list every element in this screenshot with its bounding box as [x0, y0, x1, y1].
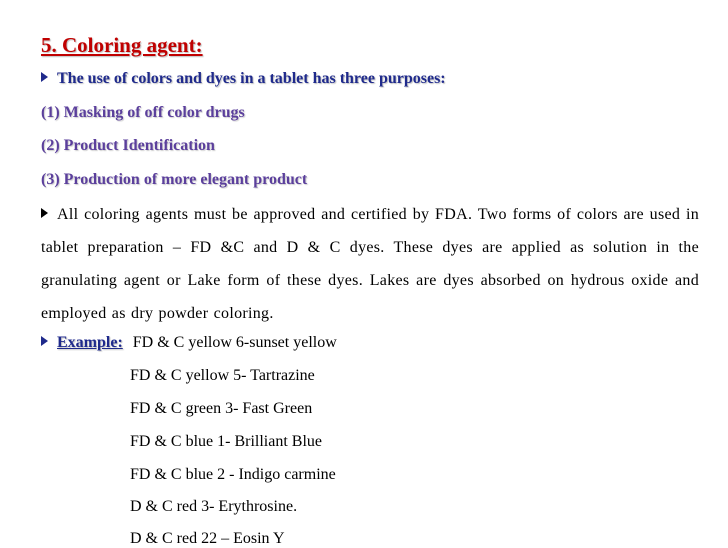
- arrow-bullet-icon: [41, 72, 48, 82]
- purpose-intro-text: The use of colors and dyes in a tablet has three purposes:: [57, 70, 446, 87]
- purpose-item-2: (2) Product Identification: [41, 137, 215, 154]
- dye-item: FD & C yellow 5- Tartrazine: [130, 367, 315, 384]
- purpose-item-3: (3) Production of more elegant product: [41, 171, 308, 188]
- example-label: Example:: [57, 334, 123, 351]
- section-heading: 5. Coloring agent:: [41, 33, 203, 57]
- dye-item: D & C red 22 – Eosin Y: [130, 530, 285, 547]
- example-line: [41, 334, 337, 352]
- fda-paragraph: [41, 198, 699, 330]
- dye-item: FD & C blue 2 - Indigo carmine: [130, 466, 336, 483]
- fda-paragraph-text: All coloring agents must be approved and certified by FDA. Two forms of colors are used in tablet preparation – FD &C and D & C dyes. These dyes are applied as solution in the granulating agent or Lake form of these dyes. Lakes are dyes absorbed on hydrous oxide and employed as dry powder coloring.: [41, 206, 699, 322]
- dye-item: FD & C green 3- Fast Green: [130, 400, 313, 417]
- purpose-intro: [41, 70, 446, 88]
- arrow-bullet-icon: [41, 208, 48, 218]
- purpose-item-1: (1) Masking of off color drugs: [41, 104, 245, 121]
- arrow-bullet-icon: [41, 336, 48, 346]
- example-first-item: FD & C yellow 6-sunset yellow: [132, 334, 337, 351]
- dye-item: FD & C blue 1- Brilliant Blue: [130, 433, 322, 450]
- dye-item: D & C red 3- Erythrosine.: [130, 498, 298, 515]
